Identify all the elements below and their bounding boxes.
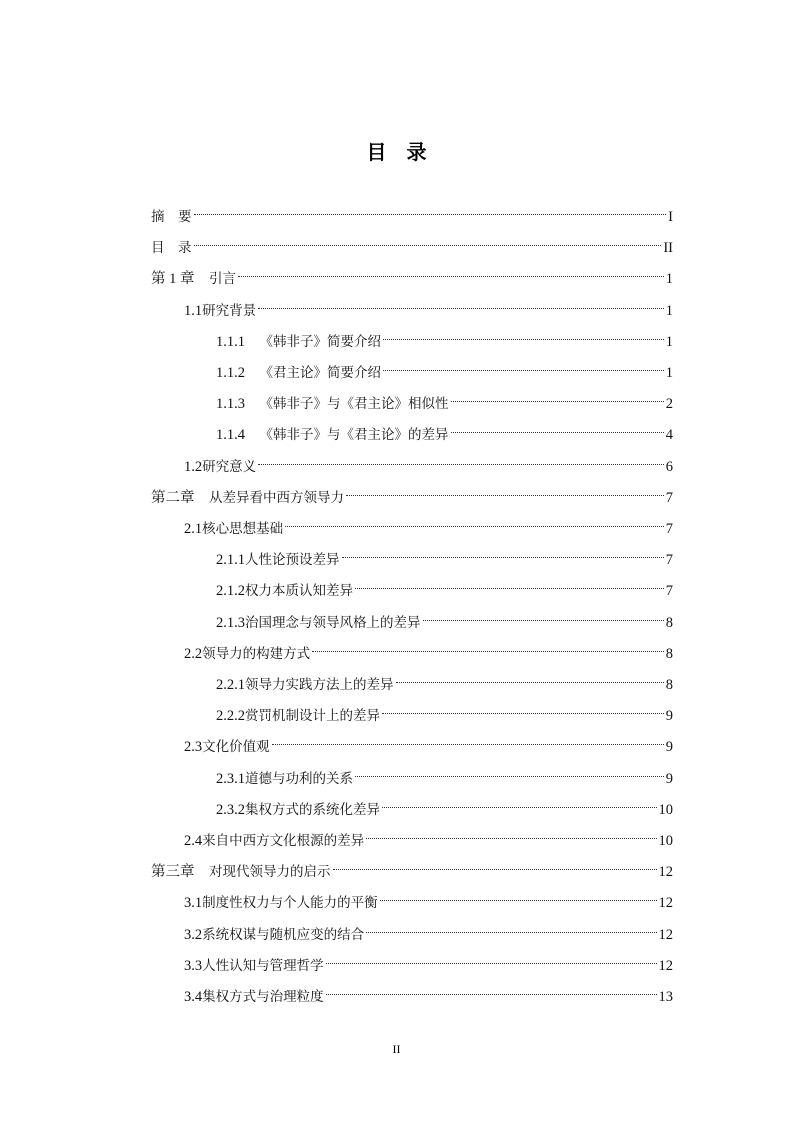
toc-entry-label: 赏罚机制设计上的差异: [245, 708, 380, 725]
toc-entry[interactable]: [184, 821, 673, 849]
toc-entry-label: 人性认知与管理哲学: [202, 957, 324, 974]
toc-entry[interactable]: [184, 447, 673, 475]
toc-entry-number: 摘 要: [151, 209, 192, 225]
toc-entry[interactable]: [184, 634, 673, 662]
toc-entry-label: 文化价值观: [202, 739, 270, 756]
toc-entry-page-number: 9: [665, 739, 673, 756]
toc-entry[interactable]: [216, 415, 673, 444]
toc-entry[interactable]: [216, 322, 673, 350]
toc-entry-number: 2.1.2: [216, 583, 245, 600]
dot-leader: [238, 259, 664, 283]
toc-entry-page-number: 8: [665, 677, 673, 693]
toc-entry-number: 第 1 章: [151, 271, 209, 288]
toc-entry-page-number: 9: [665, 708, 673, 725]
toc-entry[interactable]: [216, 665, 673, 693]
toc-entry-page-number: 2: [665, 396, 673, 413]
toc-entry-label: 《君主论》简要介绍: [259, 365, 381, 381]
toc-entry-page-number: 6: [665, 458, 673, 475]
toc-entry-label: 权力本质认知差异: [245, 583, 353, 600]
toc-entry-label: 研究背景: [202, 302, 257, 319]
dot-leader: [312, 634, 664, 658]
toc-entry-number: 2.2: [184, 645, 203, 662]
toc-entry-label: 系统权谋与随机应变的结合: [202, 926, 365, 943]
toc-entry-number: 目 录: [151, 240, 192, 257]
toc-entry-number: 1.1.1: [216, 333, 260, 350]
toc-entry-page-number: 10: [658, 801, 673, 818]
toc-entry-page-number: 1: [665, 271, 673, 288]
toc-entry-number: 3.4: [184, 989, 203, 1005]
toc-title: [0, 136, 793, 165]
toc-entry-label: 《韩非子》与《君主论》相似性: [259, 396, 449, 413]
toc-entry-number: 1.1.2: [216, 365, 260, 381]
toc-entry-number: 3.3: [184, 957, 203, 974]
toc-entry-page-number: 7: [665, 583, 673, 600]
toc-entry-label: 治国理念与领导风格上的差异: [245, 614, 421, 631]
toc-entry-number: 2.3.2: [216, 801, 245, 818]
toc-entry[interactable]: [216, 571, 673, 600]
dot-leader: [382, 696, 664, 720]
toc-entry[interactable]: [216, 696, 673, 725]
toc-title-char-2: 录: [406, 140, 427, 164]
toc-entry-page-number: 12: [658, 957, 673, 974]
toc-entry-number: 第二章: [151, 489, 209, 506]
dot-leader: [451, 384, 664, 408]
toc-entry-number: 1.2: [184, 458, 203, 475]
toc-entry-label: 人性论预设差异: [245, 552, 340, 569]
toc-entry-label: 集权方式与治理粒度: [202, 989, 324, 1005]
toc-entry-number: 2.3.1: [216, 770, 245, 787]
toc-entry-page-number: 9: [665, 770, 673, 787]
toc-entry[interactable]: [184, 291, 673, 319]
toc-entry-number: 第三章: [151, 864, 209, 881]
toc-entry-number: 3.1: [184, 895, 203, 912]
dot-leader: [326, 946, 657, 970]
dot-leader: [383, 353, 664, 377]
dot-leader: [258, 291, 664, 315]
toc-entry[interactable]: [184, 946, 673, 974]
toc-entry[interactable]: [151, 259, 673, 288]
toc-entry-page-number: 1: [665, 365, 673, 381]
toc-entry[interactable]: [216, 384, 673, 413]
toc-entry[interactable]: [216, 790, 673, 818]
toc-entry[interactable]: [216, 759, 673, 787]
toc-entry-number: 2.3: [184, 739, 203, 756]
toc-entry-number: 2.2.2: [216, 708, 245, 725]
toc-entry-page-number: II: [663, 240, 673, 257]
toc-entry-label: 对现代领导力的启示: [209, 864, 331, 881]
toc-entry[interactable]: [184, 727, 673, 756]
page-number-footer: II: [392, 1042, 401, 1056]
toc-entry-label: 集权方式的系统化差异: [245, 801, 380, 818]
toc-entry-number: 2.1.3: [216, 614, 245, 631]
dot-leader: [333, 852, 657, 876]
toc-entry-page-number: 7: [665, 489, 673, 506]
dot-leader: [366, 915, 656, 939]
dot-leader: [285, 509, 664, 533]
toc-entry-number: 2.1.1: [216, 552, 245, 569]
toc-entry[interactable]: [216, 353, 673, 381]
toc-entry-page-number: 12: [658, 895, 673, 912]
dot-leader: [396, 665, 664, 689]
dot-leader: [258, 447, 664, 471]
toc-entry-page-number: 1: [665, 333, 673, 350]
dot-leader: [326, 977, 657, 1001]
dot-leader: [355, 571, 664, 595]
toc-entry-label: 从差异看中西方领导力: [209, 489, 344, 506]
toc-entry-page-number: 10: [658, 833, 673, 849]
toc-entry-number: 2.2.1: [216, 677, 245, 693]
toc-entry-label: 引言: [209, 271, 236, 288]
dot-leader: [342, 540, 664, 564]
dot-leader: [382, 790, 657, 814]
dot-leader: [451, 415, 664, 439]
toc-entry-number: 2.4: [184, 833, 203, 849]
toc-entry-label: 道德与功利的关系: [245, 770, 353, 787]
dot-leader: [383, 322, 664, 346]
dot-leader: [272, 727, 664, 751]
toc-entry-page-number: 12: [658, 864, 673, 881]
toc-entry-number: 2.1: [184, 521, 203, 537]
toc-entry[interactable]: [184, 915, 673, 943]
toc-entry[interactable]: [151, 197, 673, 225]
toc-entry[interactable]: [216, 603, 673, 631]
toc-entry[interactable]: [216, 540, 673, 569]
toc-entry[interactable]: [184, 883, 673, 912]
toc-entry-page-number: 12: [658, 926, 673, 943]
toc-entry-label: 《韩非子》与《君主论》的差异: [259, 427, 449, 444]
toc-entry-label: 研究意义: [202, 458, 257, 475]
toc-entry-page-number: 7: [665, 521, 673, 537]
dot-leader: [194, 197, 667, 221]
dot-leader: [423, 603, 664, 627]
toc-entry-page-number: I: [668, 209, 673, 225]
toc-entry-number: 1.1.3: [216, 396, 260, 413]
toc-entry[interactable]: [151, 478, 673, 506]
toc-entry-label: 《韩非子》简要介绍: [259, 333, 381, 350]
dot-leader: [194, 228, 662, 252]
dot-leader: [346, 478, 664, 502]
toc-entry-number: 1.1: [184, 302, 203, 319]
toc-entry-page-number: 4: [665, 427, 673, 444]
toc-entry-page-number: 1: [665, 302, 673, 319]
toc-entry-page-number: 7: [665, 552, 673, 569]
toc-entry-label: 核心思想基础: [202, 521, 284, 537]
dot-leader: [380, 883, 657, 907]
toc-entry[interactable]: [151, 852, 673, 881]
toc-entry-number: 1.1.4: [216, 427, 260, 444]
toc-entry-page-number: 13: [658, 989, 673, 1005]
toc-title-char-1: 目: [366, 140, 387, 164]
toc-entry-label: 来自中西方文化根源的差异: [202, 833, 365, 849]
toc-entry-label: 领导力的构建方式: [202, 645, 311, 662]
toc-entry[interactable]: [151, 228, 673, 257]
dot-leader: [366, 821, 656, 845]
toc-entry-number: 3.2: [184, 926, 203, 943]
toc-entry-label: 领导力实践方法上的差异: [245, 677, 394, 693]
toc-entry-page-number: 8: [665, 614, 673, 631]
toc-entry-page-number: 8: [665, 645, 673, 662]
dot-leader: [355, 759, 664, 783]
toc-entry[interactable]: [184, 509, 673, 537]
toc-entry-label: 制度性权力与个人能力的平衡: [202, 895, 378, 912]
toc-entry[interactable]: [184, 977, 673, 1005]
